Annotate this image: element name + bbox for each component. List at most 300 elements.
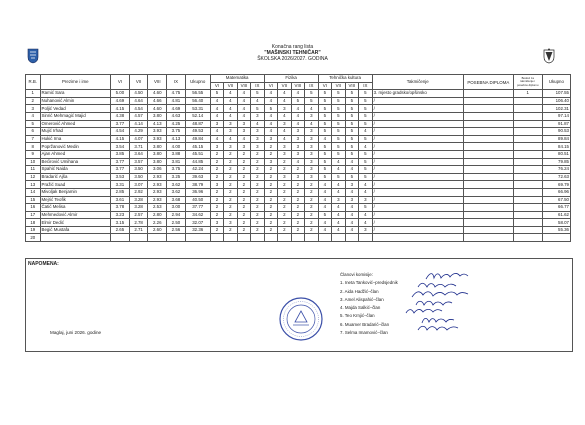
- cell-ukupno2: 97.14: [542, 112, 570, 120]
- cell-mat: 3: [210, 219, 223, 227]
- cell-ukupno: 45.15: [185, 143, 210, 151]
- cell-fiz: 5: [305, 97, 319, 105]
- cell-mat: 2: [224, 188, 237, 196]
- cell-teh: 5: [359, 204, 373, 212]
- cell-takmicenje: /: [372, 196, 463, 204]
- cell-bodovi: [513, 135, 542, 143]
- cell-teh: 5: [332, 143, 345, 151]
- cell-mat: 2: [237, 211, 250, 219]
- cell-name: Ajan Ahmed: [40, 150, 111, 158]
- cell-teh: 5: [318, 150, 331, 158]
- cell-fiz: 2: [264, 196, 277, 204]
- cell-mat: [237, 234, 250, 242]
- cell-teh: 5: [332, 90, 345, 98]
- cell-grade: 2.80: [148, 211, 167, 219]
- cell-fiz: 3: [278, 105, 291, 113]
- cell-ukupno: 56.40: [185, 97, 210, 105]
- cell-mat: 2: [251, 196, 265, 204]
- subcol-fiz-1: VII: [278, 82, 291, 90]
- cell-teh: 5: [359, 112, 373, 120]
- cell-posebna: [463, 105, 513, 113]
- table-row: [26, 181, 571, 189]
- cell-teh: 5: [318, 143, 331, 151]
- cell-grade: 3.57: [129, 158, 148, 166]
- cell-mat: 4: [210, 97, 223, 105]
- cell-ukupno2: 76.24: [542, 166, 570, 174]
- cell-ukupno: 44.85: [185, 158, 210, 166]
- cell-fiz: 3: [305, 173, 319, 181]
- cell-mat: 2: [224, 211, 237, 219]
- cell-grade: 3.00: [167, 204, 186, 212]
- cell-name: Sinrić Mehmagić Majid: [40, 112, 111, 120]
- subcol-teh-3: IX: [359, 82, 373, 90]
- cell-teh: 5: [359, 135, 373, 143]
- cell-grade: 2.93: [148, 173, 167, 181]
- cell-bodovi: [513, 188, 542, 196]
- cell-rb: 19: [26, 226, 41, 234]
- cell-grade: 4.57: [129, 112, 148, 120]
- cell-mat: 3: [251, 128, 265, 136]
- cell-teh: 4: [345, 204, 358, 212]
- cell-grade: 4.15: [111, 135, 130, 143]
- cell-takmicenje: /: [372, 105, 463, 113]
- cell-mat: 3: [224, 120, 237, 128]
- col-bodovi-label: Bodovi za takmičenje i posebnu diplomu: [517, 75, 539, 87]
- cell-bodovi: [513, 219, 542, 227]
- cell-mat: 2: [224, 173, 237, 181]
- cell-fiz: 4: [278, 112, 291, 120]
- subcol-mat-1: VII: [224, 82, 237, 90]
- cell-posebna: [463, 90, 513, 98]
- col-rb: R.B.: [26, 75, 41, 90]
- cell-mat: 5: [251, 105, 265, 113]
- cell-name: Ramić Sara: [40, 90, 111, 98]
- cell-grade: 3.80: [148, 158, 167, 166]
- cell-mat: 4: [237, 97, 250, 105]
- cell-ukupno2: 89.84: [542, 135, 570, 143]
- cell-mat: 4: [251, 120, 265, 128]
- cell-mat: 2: [224, 204, 237, 212]
- cell-fiz: 2: [305, 211, 319, 219]
- cell-fiz: 3: [291, 150, 304, 158]
- cell-teh: 4: [318, 181, 331, 189]
- cell-mat: 2: [237, 196, 250, 204]
- cell-mat: 4: [251, 97, 265, 105]
- cell-fiz: 2: [291, 226, 304, 234]
- subcol-teh-0: VI: [318, 82, 331, 90]
- cell-mat: 2: [251, 181, 265, 189]
- cell-takmicenje: /: [372, 204, 463, 212]
- cell-rb: 20: [26, 234, 41, 242]
- cell-fiz: 2: [264, 173, 277, 181]
- cell-mat: 2: [251, 204, 265, 212]
- cell-posebna: [463, 112, 513, 120]
- cell-posebna: [463, 188, 513, 196]
- cell-grade: 3.06: [148, 166, 167, 174]
- cell-teh: 5: [345, 150, 358, 158]
- cell-grade: [129, 234, 148, 242]
- cell-takmicenje: /: [372, 226, 463, 234]
- cell-mat: 2: [210, 204, 223, 212]
- cell-grade: 4.60: [148, 90, 167, 98]
- cell-teh: 5: [318, 128, 331, 136]
- cell-teh: 4: [318, 226, 331, 234]
- cell-teh: 5: [359, 90, 373, 98]
- cell-mat: 2: [251, 226, 265, 234]
- cell-mat: 4: [210, 105, 223, 113]
- cell-teh: [359, 234, 373, 242]
- subcol-teh-2: VIII: [345, 82, 358, 90]
- cell-posebna: [463, 211, 513, 219]
- cell-teh: 5: [359, 105, 373, 113]
- cell-grade: [167, 234, 186, 242]
- cell-grade: 3.62: [167, 181, 186, 189]
- cell-fiz: 2: [278, 211, 291, 219]
- cell-ukupno2: 58.07: [542, 219, 570, 227]
- cell-fiz: 2: [264, 181, 277, 189]
- cell-mat: 2: [210, 226, 223, 234]
- cell-fiz: 2: [278, 204, 291, 212]
- table-row: [26, 97, 571, 105]
- cell-grade: 4.29: [129, 128, 148, 136]
- cell-grade: 3.81: [167, 158, 186, 166]
- cell-fiz: 2: [264, 211, 277, 219]
- cell-fiz: 4: [291, 90, 304, 98]
- cell-fiz: 4: [264, 112, 277, 120]
- cell-mat: 4: [224, 112, 237, 120]
- cell-teh: 4: [332, 226, 345, 234]
- cell-ukupno2: 66.96: [542, 188, 570, 196]
- cell-grade: 4.63: [167, 112, 186, 120]
- cell-grade: 3.77: [111, 158, 130, 166]
- cell-fiz: 2: [264, 188, 277, 196]
- cell-teh: 4: [332, 166, 345, 174]
- cell-mat: 4: [224, 135, 237, 143]
- cell-grade: 5.00: [111, 90, 130, 98]
- cell-takmicenje: /: [372, 112, 463, 120]
- cell-teh: 4: [318, 135, 331, 143]
- col-ix: IX: [167, 75, 186, 90]
- cell-teh: 4: [359, 128, 373, 136]
- cell-grade: 2.93: [148, 196, 167, 204]
- cell-mat: 4: [237, 90, 250, 98]
- cell-name: Pražić Suad: [40, 181, 111, 189]
- cell-teh: 4: [332, 204, 345, 212]
- cell-teh: 5: [332, 97, 345, 105]
- cell-grade: 2.50: [167, 219, 186, 227]
- cell-ukupno: [185, 234, 210, 242]
- cell-teh: 4: [345, 219, 358, 227]
- cell-ukupno: 49.53: [185, 128, 210, 136]
- cell-fiz: 2: [291, 166, 304, 174]
- cell-grade: 3.80: [148, 150, 167, 158]
- cell-grade: 3.75: [167, 128, 186, 136]
- cell-mat: 2: [251, 173, 265, 181]
- cell-takmicenje: /: [372, 188, 463, 196]
- cell-grade: [148, 234, 167, 242]
- cell-fiz: [291, 234, 304, 242]
- cell-grade: 3.15: [111, 219, 130, 227]
- col-posebna-label: POSEBNA DIPLOMA: [467, 79, 510, 85]
- cell-fiz: 2: [278, 219, 291, 227]
- cell-mat: 3: [224, 128, 237, 136]
- heading-line2: "MAŠINSKI TEHNIČAR": [264, 50, 321, 56]
- cell-mat: 4: [224, 97, 237, 105]
- cell-fiz: 2: [264, 166, 277, 174]
- cell-ukupno: 40.50: [185, 196, 210, 204]
- subcol-mat-0: VI: [210, 82, 223, 90]
- cell-mat: 2: [251, 188, 265, 196]
- commission-member: 4. Majda Salkić–član: [340, 305, 381, 311]
- cell-grade: 3.62: [167, 188, 186, 196]
- cell-grade: 3.93: [148, 135, 167, 143]
- cell-mat: 4: [224, 90, 237, 98]
- col-tehnicka: Tehnička kultura: [318, 75, 372, 83]
- cell-mat: 2: [251, 158, 265, 166]
- cell-bodovi: [513, 226, 542, 234]
- cell-teh: [345, 234, 358, 242]
- cell-grade: 3.50: [129, 173, 148, 181]
- cell-mat: 4: [224, 105, 237, 113]
- cell-grade: 4.69: [167, 105, 186, 113]
- date-line: Maglaj, juni 2026. godine: [50, 330, 102, 335]
- cell-teh: 3: [359, 226, 373, 234]
- table-row: [26, 219, 571, 227]
- cell-grade: 4.00: [167, 143, 186, 151]
- subcol-fiz-2: VIII: [291, 82, 304, 90]
- cell-fiz: 5: [264, 105, 277, 113]
- cell-fiz: 2: [291, 181, 304, 189]
- cell-bodovi: [513, 105, 542, 113]
- cell-bodovi: [513, 120, 542, 128]
- cell-posebna: [463, 181, 513, 189]
- cell-mat: 5: [210, 90, 223, 98]
- cell-ukupno2: 90.53: [542, 128, 570, 136]
- cell-fiz: 2: [291, 219, 304, 227]
- cell-name: Bradarić Ajša: [40, 173, 111, 181]
- cell-mat: 2: [237, 158, 250, 166]
- cell-bodovi: [513, 166, 542, 174]
- cell-grade: 2.26: [148, 219, 167, 227]
- cell-posebna: [463, 135, 513, 143]
- commission-member: 7. Selma Imamović–član: [340, 330, 388, 336]
- cell-teh: 5: [359, 173, 373, 181]
- cell-mat: 3: [251, 135, 265, 143]
- cell-grade: 3.77: [111, 120, 130, 128]
- table-row: [26, 158, 571, 166]
- cell-rb: 18: [26, 219, 41, 227]
- cell-teh: 5: [318, 105, 331, 113]
- cell-fiz: 4: [264, 97, 277, 105]
- cell-rb: 1: [26, 90, 41, 98]
- cell-mat: 2: [224, 150, 237, 158]
- cell-mat: [210, 234, 223, 242]
- cell-grade: 2.78: [129, 219, 148, 227]
- cell-fiz: 3: [305, 112, 319, 120]
- cell-takmicenje: /: [372, 181, 463, 189]
- cell-rb: 5: [26, 120, 41, 128]
- cell-grade: 2.71: [129, 226, 148, 234]
- cell-ukupno2: 55.36: [542, 226, 570, 234]
- cell-teh: 5: [345, 135, 358, 143]
- cell-teh: 5: [345, 143, 358, 151]
- cell-posebna: [463, 128, 513, 136]
- cell-grade: 2.85: [111, 188, 130, 196]
- cell-teh: 5: [332, 135, 345, 143]
- commission-block: [340, 271, 398, 337]
- col-ukupno2: Ukupno: [542, 75, 570, 90]
- cell-fiz: 2: [278, 188, 291, 196]
- cell-takmicenje: /: [372, 150, 463, 158]
- cell-teh: 5: [332, 173, 345, 181]
- cell-rb: 9: [26, 150, 41, 158]
- cell-rb: 2: [26, 97, 41, 105]
- cell-takmicenje: /: [372, 143, 463, 151]
- subcol-mat-3: IX: [251, 82, 265, 90]
- commission-member: 1. Ineta Tanković–predsjednik: [340, 280, 398, 286]
- cell-fiz: 2: [264, 143, 277, 151]
- cell-rb: 14: [26, 188, 41, 196]
- cell-name: Nuhanović Almin: [40, 97, 111, 105]
- table-row: [26, 226, 571, 234]
- cell-grade: 4.15: [111, 105, 130, 113]
- cell-teh: 5: [332, 128, 345, 136]
- cell-fiz: [305, 234, 319, 242]
- cell-fiz: 2: [305, 181, 319, 189]
- cell-ukupno2: 106.40: [542, 97, 570, 105]
- col-viii: VIII: [148, 75, 167, 90]
- cell-takmicenje: /: [372, 219, 463, 227]
- cell-fiz: 2: [278, 196, 291, 204]
- cell-mat: 2: [237, 204, 250, 212]
- cell-ukupno: 48.87: [185, 120, 210, 128]
- cell-grade: 4.60: [148, 105, 167, 113]
- cell-teh: 5: [359, 97, 373, 105]
- cell-grade: 3.61: [111, 196, 130, 204]
- cell-teh: 5: [345, 120, 358, 128]
- cell-grade: 3.93: [148, 128, 167, 136]
- cell-mat: 2: [237, 226, 250, 234]
- cell-bodovi: 1: [513, 90, 542, 98]
- cell-fiz: 3: [278, 143, 291, 151]
- cell-fiz: 4: [278, 135, 291, 143]
- cell-mat: [224, 234, 237, 242]
- cell-teh: 3: [345, 181, 358, 189]
- cell-fiz: 3: [305, 128, 319, 136]
- cell-teh: 5: [345, 97, 358, 105]
- cell-fiz: 3: [291, 128, 304, 136]
- cell-fiz: 2: [291, 204, 304, 212]
- cell-fiz: 4: [305, 105, 319, 113]
- cell-posebna: [463, 97, 513, 105]
- cell-rb: 3: [26, 105, 41, 113]
- cell-mat: 2: [251, 211, 265, 219]
- table-row: [26, 150, 571, 158]
- cell-grade: 4.64: [129, 97, 148, 105]
- cell-mat: 3: [224, 143, 237, 151]
- cell-bodovi: [513, 173, 542, 181]
- table-row: [26, 105, 571, 113]
- cell-grade: 2.94: [167, 211, 186, 219]
- cell-mat: 2: [251, 166, 265, 174]
- cell-ukupno2: 107.55: [542, 90, 570, 98]
- cell-ukupno2: 61.62: [542, 211, 570, 219]
- col-name: Prezime i ime: [40, 75, 111, 90]
- cell-teh: 5: [318, 97, 331, 105]
- cell-fiz: 2: [305, 188, 319, 196]
- cell-mat: [251, 234, 265, 242]
- cell-name: Popržanović Medin: [40, 143, 111, 151]
- cell-mat: 4: [237, 105, 250, 113]
- cell-grade: 3.71: [129, 143, 148, 151]
- cell-teh: 5: [345, 173, 358, 181]
- cell-teh: 5: [359, 166, 373, 174]
- cell-fiz: 5: [305, 90, 319, 98]
- cell-posebna: [463, 120, 513, 128]
- cell-mat: 2: [224, 181, 237, 189]
- cell-teh: 4: [318, 219, 331, 227]
- cell-bodovi: [513, 97, 542, 105]
- cell-mat: 2: [237, 219, 250, 227]
- cell-grade: 4.07: [129, 135, 148, 143]
- cell-mat: 2: [224, 166, 237, 174]
- cell-teh: 4: [359, 181, 373, 189]
- cell-fiz: 3: [305, 158, 319, 166]
- cell-takmicenje: /: [372, 173, 463, 181]
- cell-fiz: 3: [264, 135, 277, 143]
- cell-bodovi: [513, 211, 542, 219]
- cell-ukupno: 32.36: [185, 226, 210, 234]
- cell-bodovi: [513, 181, 542, 189]
- cell-name: Mejrić Teofik: [40, 196, 111, 204]
- cell-fiz: 2: [264, 204, 277, 212]
- cell-posebna: [463, 219, 513, 227]
- cell-ukupno: 32.07: [185, 219, 210, 227]
- cell-teh: 4: [332, 158, 345, 166]
- commission-member: 5. Teo Krnjić–član: [340, 313, 375, 319]
- subcol-mat-2: VIII: [237, 82, 250, 90]
- cell-fiz: 3: [291, 173, 304, 181]
- cell-teh: 4: [332, 188, 345, 196]
- cell-grade: 4.81: [167, 97, 186, 105]
- cell-mat: 2: [237, 181, 250, 189]
- cell-grade: 4.25: [167, 120, 186, 128]
- cell-name: Begić Mustafa: [40, 226, 111, 234]
- cell-mat: 4: [237, 112, 250, 120]
- cell-ukupno2: 72.63: [542, 173, 570, 181]
- table-row: [26, 204, 571, 212]
- cell-fiz: 2: [264, 219, 277, 227]
- cell-teh: 5: [359, 158, 373, 166]
- cell-grade: 4.69: [111, 97, 130, 105]
- cell-fiz: 3: [278, 150, 291, 158]
- cell-teh: 4: [345, 211, 358, 219]
- cell-mat: 2: [237, 150, 250, 158]
- cell-ukupno2: 66.77: [542, 204, 570, 212]
- header-row-1: [26, 75, 571, 83]
- cell-fiz: 2: [278, 181, 291, 189]
- cell-teh: 4: [359, 211, 373, 219]
- cell-takmicenje: /: [372, 128, 463, 136]
- table-row: [26, 188, 571, 196]
- cell-fiz: 2: [305, 219, 319, 227]
- cell-mat: 3: [210, 181, 223, 189]
- cell-fiz: 2: [291, 188, 304, 196]
- cell-ukupno: 45.51: [185, 150, 210, 158]
- cell-teh: 5: [318, 120, 331, 128]
- cell-teh: 4: [359, 219, 373, 227]
- cell-grade: 3.64: [129, 150, 148, 158]
